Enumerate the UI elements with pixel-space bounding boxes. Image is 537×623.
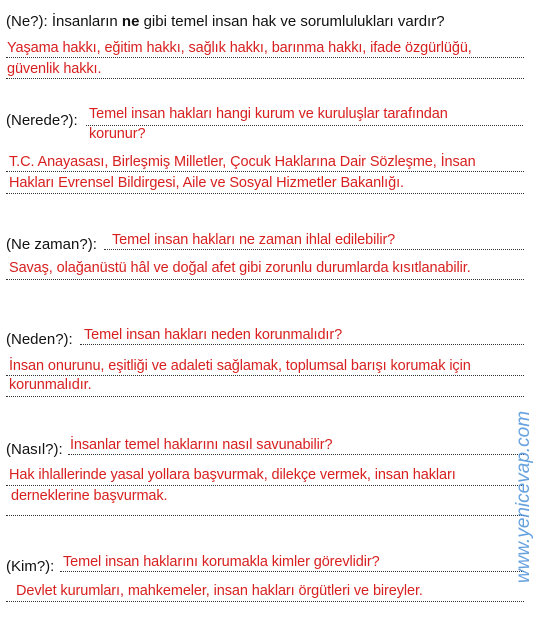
dotted-line [6, 485, 524, 486]
dotted-line [6, 601, 524, 602]
dotted-line [6, 279, 524, 280]
dotted-line [86, 125, 523, 126]
answer-kim: Devlet kurumları, mahkemeler, insan hakları örgütleri ve bireyler. [16, 583, 423, 599]
question-neden: Temel insan hakları neden korunmalıdır? [84, 327, 343, 343]
label-ne: (Ne?): [6, 13, 48, 30]
dotted-line [6, 193, 524, 194]
dotted-line [6, 78, 524, 79]
question-nerede-line1: Temel insan hakları hangi kurum ve kuruluşlar tarafından [89, 106, 448, 122]
dotted-line [6, 396, 524, 397]
answer-ne-line2: güvenlik hakkı. [7, 61, 102, 77]
watermark-text: www.yenicevap.com [513, 410, 535, 584]
dotted-line [6, 375, 524, 376]
dotted-line [68, 454, 524, 455]
label-nerede: (Nerede?): [6, 112, 78, 129]
answer-ne-line1: Yaşama hakkı, eğitim hakkı, sağlık hakkı, barınma hakkı, ifade özgürlüğü, [7, 40, 472, 56]
answer-nerede-line2: Hakları Evrensel Bildirgesi, Aile ve Sosyal Hizmetler Bakanlığı. [9, 175, 404, 191]
answer-ne-zaman: Savaş, olağanüstü hâl ve doğal afet gibi zorunlu durumlarda kısıtlanabilir. [9, 260, 471, 276]
question-nasil: İnsanlar temel haklarını nasıl savunabilir? [70, 437, 333, 453]
dotted-line [6, 515, 524, 516]
question-ne-pre: İnsanların [51, 13, 122, 30]
dotted-line [6, 171, 524, 172]
question-ne-bold: ne [121, 13, 140, 30]
question-nerede-line2: korunur? [89, 126, 146, 142]
dotted-line [80, 344, 524, 345]
answer-neden-line1: İnsan onurunu, eşitliği ve adaleti sağlamak, toplumsal barışı korumak için [9, 358, 471, 374]
answer-nasil-line1: Hak ihlallerinde yasal yollara başvurmak, dilekçe vermek, insan hakları [9, 467, 456, 483]
answer-nasil-line2: derneklerine başvurmak. [11, 488, 168, 504]
dotted-line [6, 57, 524, 58]
answer-neden-line2: korunmalıdır. [9, 377, 92, 393]
question-ne-post: gibi temel insan hak ve sorumlulukları vardır? [139, 13, 445, 30]
label-neden: (Neden?): [6, 331, 73, 348]
dotted-line [60, 571, 524, 572]
watermark-logo [512, 385, 536, 610]
answer-nerede-line1: T.C. Anayasası, Birleşmiş Milletler, Çocuk Haklarına Dair Sözleşme, İnsan [9, 154, 476, 170]
label-nasil: (Nasıl?): [6, 441, 63, 458]
question-ne-zaman: Temel insan hakları ne zaman ihlal edilebilir? [112, 232, 396, 248]
label-ne-zaman: (Ne zaman?): [6, 236, 97, 253]
dotted-line [104, 249, 524, 250]
question-kim: Temel insan haklarını korumakla kimler görevlidir? [63, 554, 380, 570]
question-label-ne [6, 13, 445, 30]
label-kim: (Kim?): [6, 558, 55, 575]
